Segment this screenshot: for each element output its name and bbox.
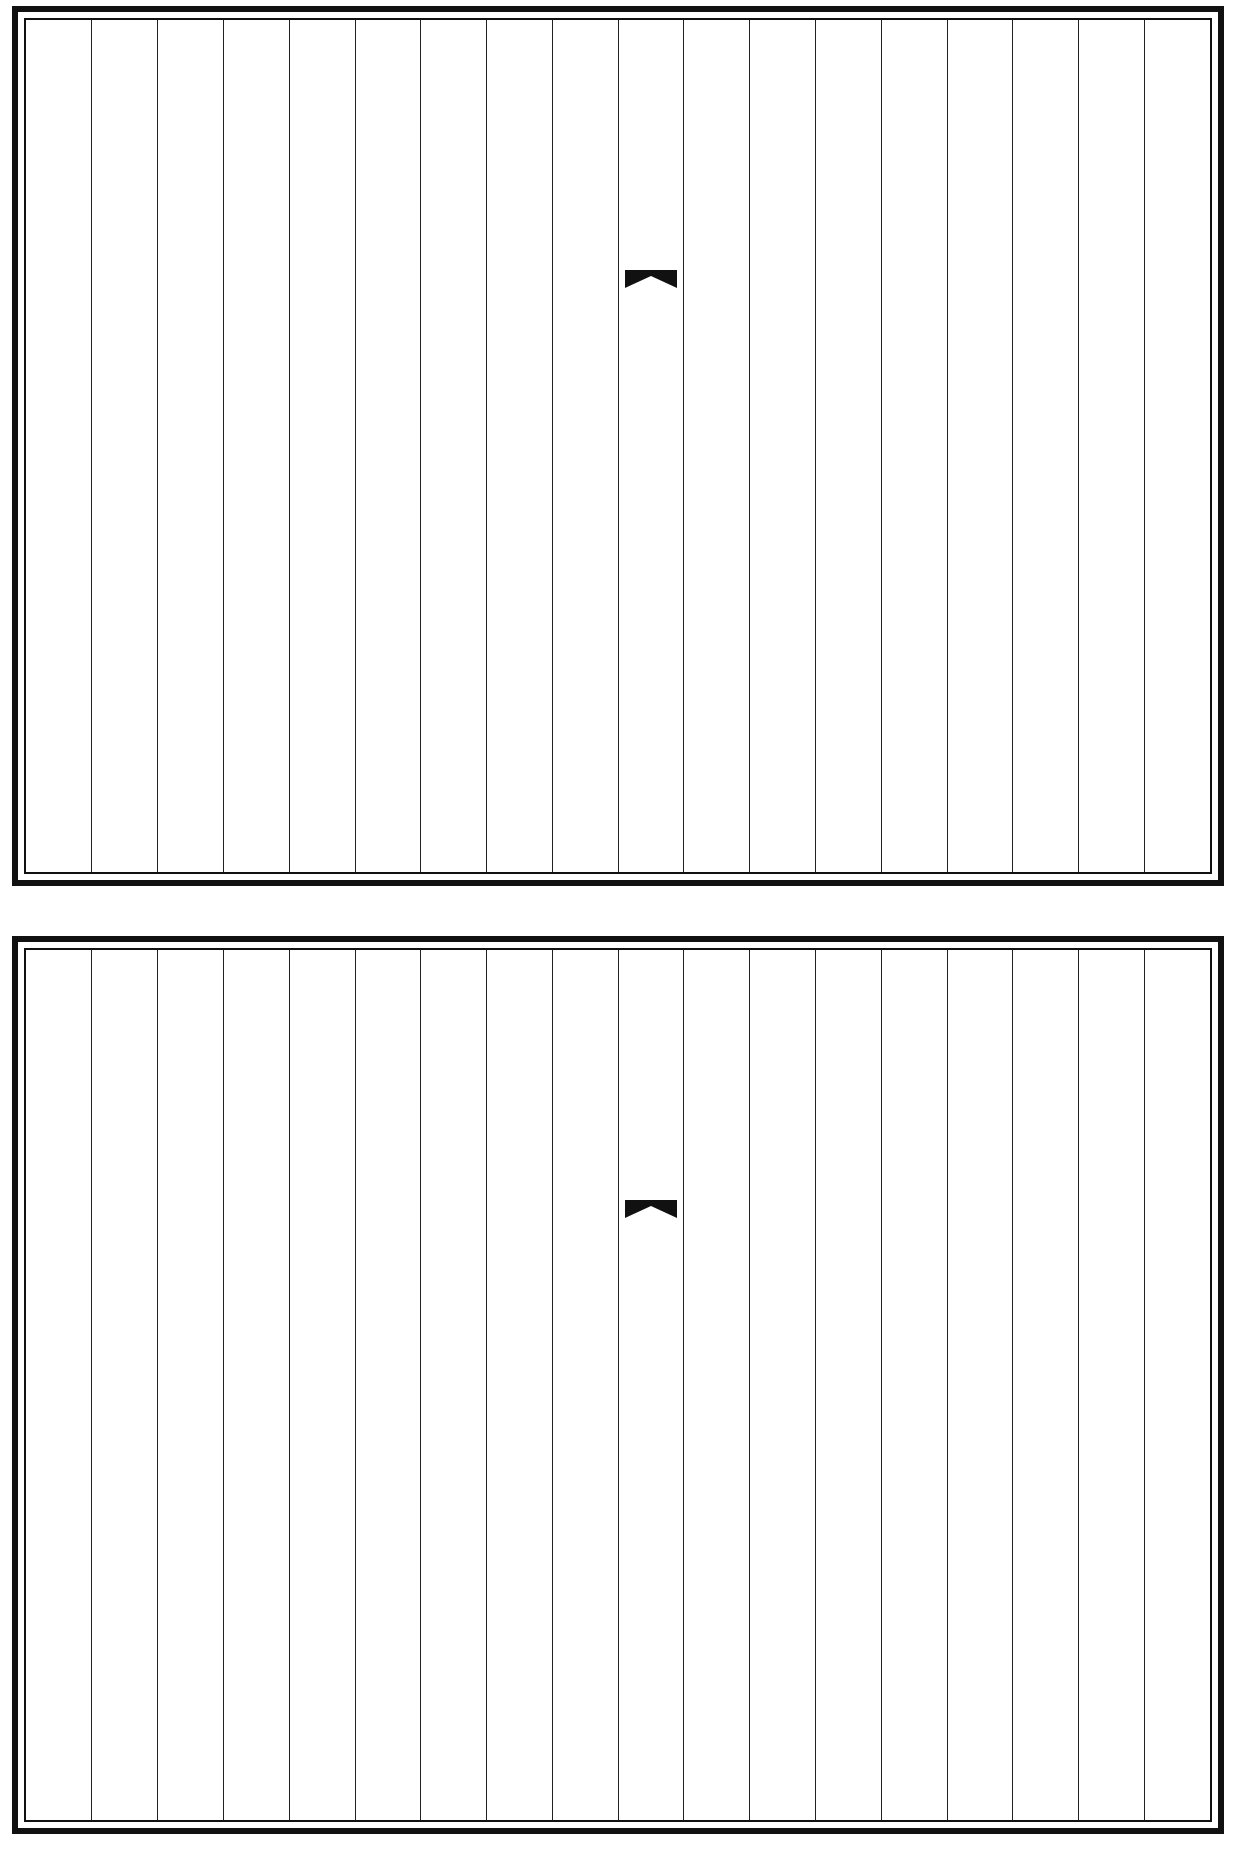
text-column — [1078, 950, 1144, 1820]
text-column — [223, 950, 289, 1820]
text-column — [1144, 950, 1210, 1820]
text-column — [420, 20, 486, 872]
fish-tail-ornament-icon — [625, 1200, 677, 1218]
text-column — [157, 950, 223, 1820]
text-column — [1012, 20, 1078, 872]
page-banner — [618, 20, 683, 872]
text-column — [289, 20, 355, 872]
text-column — [91, 950, 157, 1820]
text-column — [1012, 950, 1078, 1820]
text-column — [355, 20, 421, 872]
fish-tail-ornament-icon — [625, 270, 677, 288]
top-page — [12, 6, 1224, 886]
bottom-page-columns — [26, 950, 1210, 1820]
text-column — [486, 950, 552, 1820]
bottom-page — [12, 936, 1224, 1834]
text-column — [91, 20, 157, 872]
text-column — [881, 20, 947, 872]
text-column — [26, 950, 91, 1820]
text-column — [552, 20, 618, 872]
text-column — [1144, 20, 1210, 872]
text-column — [552, 950, 618, 1820]
text-column — [683, 950, 749, 1820]
top-page-columns — [26, 20, 1210, 872]
text-column — [157, 20, 223, 872]
text-column — [420, 950, 486, 1820]
text-column — [223, 20, 289, 872]
text-column — [355, 950, 421, 1820]
text-column — [749, 20, 815, 872]
text-column — [1078, 20, 1144, 872]
text-column — [486, 20, 552, 872]
text-column — [749, 950, 815, 1820]
text-column — [289, 950, 355, 1820]
text-column — [26, 20, 91, 872]
text-column — [881, 950, 947, 1820]
text-column — [815, 950, 881, 1820]
text-column — [683, 20, 749, 872]
text-column — [947, 20, 1013, 872]
page-banner — [618, 950, 683, 1820]
text-column — [815, 20, 881, 872]
text-column — [947, 950, 1013, 1820]
